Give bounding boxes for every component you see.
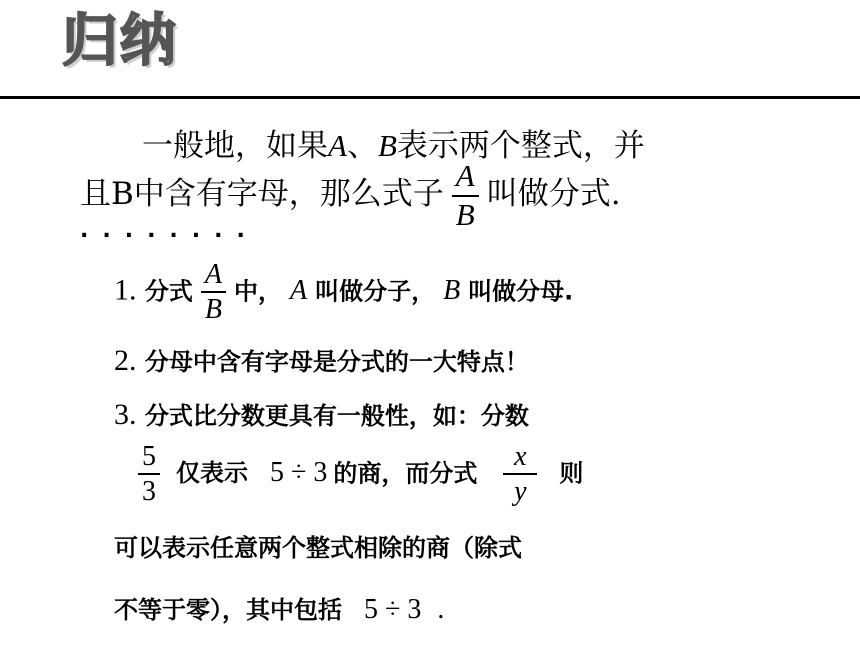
- fraction-numerator: A: [455, 158, 475, 193]
- point-1: [114, 260, 573, 325]
- title-divider: [0, 96, 860, 99]
- point-text: 的商，而分式: [333, 459, 478, 488]
- point-text: 不等于零），其中包括: [114, 596, 342, 624]
- definition-text: 叫做分式.: [486, 176, 621, 213]
- fraction-numerator: A: [204, 259, 222, 290]
- fraction-denominator: y: [514, 476, 527, 508]
- point-number: 1.: [114, 273, 137, 307]
- point-text: 分式比分数更具有一般性，如：分数: [144, 402, 529, 430]
- fraction-bar: [201, 291, 226, 293]
- variable-a: A: [289, 275, 308, 307]
- definition-text: 一般地，如果: [142, 128, 328, 164]
- point-number: 2.: [114, 344, 137, 377]
- point-3-line-1: [114, 396, 529, 432]
- point-text: 中，: [233, 277, 282, 306]
- emphasis-dots: ........: [80, 218, 259, 243]
- point-text: 叫做分子，: [315, 277, 436, 306]
- point-3-line-2: [138, 442, 583, 507]
- separator: 、: [346, 128, 378, 164]
- slide-title: 归纳: [62, 9, 178, 74]
- definition-text: 表示两个整式，并: [396, 128, 645, 164]
- variable-a: A: [328, 128, 347, 163]
- point-text: 仅表示: [176, 459, 248, 488]
- point-3-line-4: [114, 590, 444, 626]
- point-number: 3.: [114, 398, 137, 431]
- point-3-line-3: [114, 528, 522, 563]
- fraction-numerator: x: [514, 441, 527, 472]
- fraction-a-over-b: [201, 260, 226, 325]
- fraction-x-over-y: [503, 442, 537, 507]
- expression-5-div-3: 5 ÷ 3: [270, 457, 328, 489]
- fraction-numerator: 5: [142, 441, 156, 472]
- point-text: 分式: [144, 277, 193, 306]
- point-2: [114, 342, 529, 378]
- point-text: 可以表示任意两个整式相除的商（除式: [114, 534, 522, 562]
- fraction-denominator: 3: [142, 476, 156, 508]
- fraction-denominator: B: [204, 294, 222, 326]
- variable-b: B: [443, 275, 461, 307]
- point-text: .: [437, 594, 445, 625]
- expression-5-div-3: 5 ÷ 3: [364, 594, 422, 625]
- point-text: 分母中含有字母是分式的一大特点！: [144, 348, 529, 376]
- variable-b: B: [377, 128, 397, 163]
- fraction-5-over-3: [138, 442, 160, 507]
- point-text: 则: [559, 459, 584, 488]
- fraction-bar: [138, 473, 160, 475]
- definition-line-1: [142, 120, 645, 165]
- fraction-denominator: B: [455, 196, 475, 232]
- point-text: 叫做分母.: [468, 277, 574, 306]
- fraction-bar: [503, 473, 537, 475]
- fraction-a-over-b: [452, 160, 479, 231]
- definition-text: 且B中含有字母，那么式子: [80, 176, 444, 213]
